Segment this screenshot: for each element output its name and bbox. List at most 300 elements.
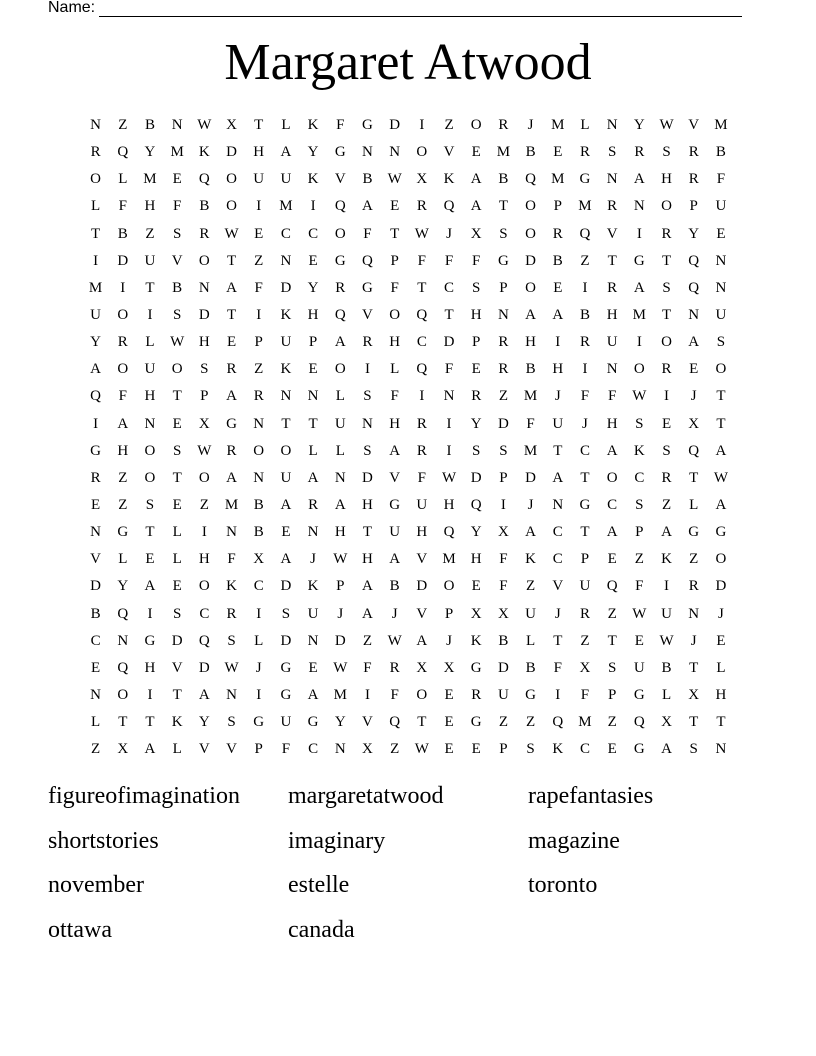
grid-letter: R [552, 225, 563, 242]
grid-letter: G [144, 632, 156, 649]
grid-letter: I [636, 334, 642, 351]
grid-letter: E [308, 659, 318, 676]
grid-letter: Z [91, 741, 101, 758]
grid-letter: N [307, 524, 319, 541]
grid-letter: K [470, 632, 482, 649]
grid-letter: R [308, 496, 319, 513]
grid-letter: D [198, 306, 210, 323]
grid-letter: T [172, 388, 182, 405]
grid-letter: F [417, 469, 427, 486]
grid-letter: R [416, 442, 427, 459]
grid-letter: H [606, 415, 618, 432]
grid-letter: P [390, 252, 399, 269]
grid-letter: A [606, 442, 618, 459]
grid-letter: T [498, 198, 508, 215]
grid-letter: X [661, 714, 672, 731]
grid-letter: E [91, 496, 101, 513]
grid-letter: N [633, 198, 645, 215]
grid-letter: Z [526, 714, 536, 731]
grid-letter: S [689, 741, 698, 758]
grid-letter: W [170, 334, 185, 351]
grid-letter: R [117, 334, 128, 351]
grid-letter: F [607, 388, 617, 405]
grid-letter: C [579, 442, 590, 459]
grid-letter: T [118, 714, 128, 731]
grid-letter: L [172, 741, 182, 758]
grid-letter: C [90, 632, 101, 649]
grid-letter: E [172, 578, 182, 595]
grid-letter: R [579, 144, 590, 161]
grid-letter: I [256, 306, 262, 323]
grid-letter: B [253, 496, 264, 513]
grid-letter: L [91, 714, 101, 731]
grid-letter: L [308, 442, 318, 459]
grid-letter: W [197, 442, 212, 459]
grid-letter: I [664, 578, 670, 595]
grid-letter: B [579, 306, 590, 323]
grid-letter: O [389, 306, 401, 323]
grid-letter: I [636, 225, 642, 242]
grid-letter: V [416, 551, 428, 568]
grid-letter: F [580, 686, 590, 703]
grid-letter: R [688, 171, 699, 188]
grid-letter: M [551, 117, 565, 133]
grid-letter: E [553, 279, 563, 296]
grid-letter: Q [117, 144, 129, 161]
grid-letter: N [226, 524, 237, 541]
grid-letter: P [689, 198, 698, 215]
grid-letter: U [253, 171, 265, 188]
grid-letter: V [416, 605, 428, 622]
grid-letter: Q [117, 605, 129, 622]
grid-letter: Q [688, 252, 700, 269]
grid-letter: X [226, 117, 237, 133]
grid-letter: I [446, 415, 452, 432]
grid-letter: O [606, 469, 618, 486]
grid-letter: E [634, 632, 644, 649]
grid-letter: J [582, 415, 588, 432]
grid-letter: B [498, 171, 509, 188]
grid-letter: L [281, 117, 291, 133]
grid-letter: N [606, 117, 618, 133]
grid-letter: Z [607, 605, 617, 622]
grid-letter: E [390, 198, 400, 215]
grid-letter: N [497, 306, 509, 323]
grid-letter: M [578, 714, 592, 731]
grid-letter: N [362, 415, 373, 432]
grid-letter: B [552, 252, 563, 269]
grid-letter: K [226, 578, 237, 595]
grid-letter: B [90, 605, 101, 622]
grid-letter: Z [254, 361, 264, 378]
word-list-item: estelle [288, 872, 350, 898]
grid-letter: J [527, 117, 534, 133]
grid-letter: H [715, 686, 727, 703]
grid-letter: W [387, 632, 402, 649]
grid-letter: A [633, 171, 645, 188]
grid-letter: N [334, 469, 346, 486]
grid-letter: O [443, 578, 455, 595]
grid-letter: M [333, 686, 347, 703]
grid-letter: G [579, 171, 591, 188]
grid-letter: G [579, 496, 591, 513]
grid-letter: J [690, 388, 697, 405]
grid-letter: X [688, 415, 700, 432]
grid-letter: N [117, 632, 129, 649]
grid-letter: T [281, 415, 291, 432]
grid-letter: D [117, 252, 129, 269]
grid-letter: X [688, 686, 700, 703]
grid-letter: P [499, 741, 508, 758]
grid-letter: W [224, 225, 239, 242]
grid-letter: D [497, 415, 509, 432]
grid-letter: I [364, 686, 370, 703]
grid-letter: I [310, 198, 316, 215]
grid-letter: T [145, 279, 155, 296]
grid-letter: U [633, 659, 645, 676]
grid-letter: L [526, 632, 536, 649]
grid-letter: S [499, 225, 508, 242]
grid-letter: Z [661, 496, 672, 513]
word-list-item: november [48, 872, 144, 898]
grid-letter: A [280, 144, 292, 161]
grid-letter: T [172, 469, 182, 486]
word-list-item: toronto [528, 872, 598, 898]
grid-letter: Q [443, 198, 455, 215]
grid-letter: A [606, 524, 618, 541]
grid-letter: N [307, 388, 319, 405]
grid-letter: G [362, 117, 373, 133]
grid-letter: Q [688, 442, 700, 459]
grid-letter: B [525, 361, 536, 378]
grid-letter: O [334, 361, 346, 378]
grid-letter: U [280, 469, 292, 486]
grid-letter: E [607, 741, 617, 758]
grid-letter: O [117, 306, 129, 323]
grid-letter: E [444, 741, 454, 758]
grid-letter: G [389, 496, 401, 513]
grid-letter: G [470, 659, 482, 676]
grid-letter: N [280, 252, 292, 269]
grid-letter: U [715, 198, 727, 215]
grid-letter: X [470, 605, 482, 622]
grid-letter: C [607, 496, 618, 513]
grid-letter: Z [498, 714, 508, 731]
grid-letter: Y [470, 524, 482, 541]
grid-letter: H [144, 198, 156, 215]
grid-letter: Z [526, 578, 536, 595]
grid-letter: U [144, 252, 156, 269]
grid-letter: W [224, 659, 239, 676]
grid-letter: U [606, 334, 618, 351]
grid-letter: O [525, 279, 537, 296]
grid-letter: R [389, 659, 400, 676]
grid-letter: M [279, 198, 293, 215]
grid-letter: E [281, 524, 291, 541]
grid-letter: C [634, 469, 645, 486]
grid-letter: Z [118, 117, 128, 133]
grid-letter: I [446, 442, 452, 459]
grid-letter: S [172, 605, 182, 622]
grid-letter: N [552, 496, 564, 513]
grid-letter: N [715, 252, 727, 269]
grid-letter: B [362, 171, 373, 188]
grid-letter: R [471, 686, 482, 703]
grid-letter: Z [362, 632, 373, 649]
grid-letter: U [389, 524, 401, 541]
grid-letter: J [310, 551, 317, 568]
grid-letter: T [417, 279, 427, 296]
grid-letter: T [716, 388, 726, 405]
grid-letter: A [90, 361, 102, 378]
grid-letter: X [579, 659, 591, 676]
grid-letter: X [416, 659, 428, 676]
grid-letter: R [498, 361, 509, 378]
grid-letter: O [253, 442, 265, 459]
grid-letter: I [93, 252, 99, 269]
grid-letter: K [280, 361, 292, 378]
grid-letter: F [118, 198, 127, 215]
grid-letter: L [145, 334, 155, 351]
grid-letter: G [334, 144, 346, 161]
grid-letter: H [144, 388, 156, 405]
grid-letter: T [716, 714, 726, 731]
grid-letter: E [226, 334, 237, 351]
grid-letter: Q [552, 714, 564, 731]
grid-letter: T [553, 442, 563, 459]
grid-letter: V [226, 741, 237, 758]
grid-letter: Q [198, 632, 210, 649]
grid-letter: T [172, 686, 182, 703]
grid-letter: T [689, 659, 699, 676]
grid-letter: Q [334, 198, 346, 215]
grid-letter: R [607, 279, 618, 296]
grid-letter: A [525, 306, 537, 323]
name-field[interactable] [48, 0, 742, 17]
grid-letter: L [118, 171, 128, 188]
grid-letter: A [307, 686, 319, 703]
grid-letter: N [198, 279, 210, 296]
grid-letter: U [579, 578, 591, 595]
grid-letter: P [499, 279, 508, 296]
grid-letter: R [607, 198, 618, 215]
grid-letter: T [226, 306, 237, 323]
grid-letter: J [717, 605, 724, 622]
grid-letter: Y [334, 714, 346, 731]
grid-letter: R [634, 144, 645, 161]
grid-letter: O [198, 469, 210, 486]
grid-letter: W [333, 659, 348, 676]
grid-letter: W [441, 469, 457, 486]
grid-letter: T [553, 632, 563, 649]
grid-letter: F [499, 551, 508, 568]
grid-letter: U [280, 171, 292, 188]
grid-letter: B [389, 578, 400, 595]
grid-letter: L [172, 551, 182, 568]
grid-letter: H [443, 496, 455, 513]
grid-letter: K [525, 551, 537, 568]
grid-letter: G [633, 741, 645, 758]
grid-letter: T [716, 415, 726, 432]
grid-letter: Q [90, 388, 102, 405]
grid-letter: S [363, 388, 372, 405]
grid-letter: K [171, 714, 183, 731]
grid-letter: O [525, 198, 537, 215]
grid-letter: P [635, 524, 644, 541]
grid-letter: D [280, 279, 292, 296]
grid-letter: V [171, 659, 183, 676]
grid-letter: A [307, 469, 319, 486]
grid-letter: V [362, 306, 373, 323]
grid-letter: U [552, 415, 564, 432]
grid-letter: A [416, 632, 428, 649]
grid-letter: R [498, 334, 509, 351]
grid-letter: F [499, 578, 508, 595]
grid-letter: L [716, 659, 726, 676]
grid-letter: Q [688, 279, 700, 296]
grid-letter: C [308, 741, 319, 758]
grid-letter: I [201, 524, 207, 541]
grid-letter: F [254, 279, 263, 296]
grid-letter: M [170, 144, 184, 161]
grid-letter: I [147, 605, 153, 622]
grid-letter: C [416, 334, 427, 351]
grid-letter: F [172, 198, 182, 215]
grid-letter: Z [498, 388, 508, 405]
grid-letter: A [280, 496, 292, 513]
grid-letter: Y [633, 117, 645, 133]
word-list-item: ottawa [48, 916, 112, 943]
grid-letter: C [308, 225, 319, 242]
grid-letter: A [470, 171, 482, 188]
grid-letter: R [498, 117, 509, 133]
grid-letter: E [716, 225, 726, 242]
grid-letter: Q [579, 225, 591, 242]
grid-letter: M [523, 442, 538, 459]
grid-letter: E [471, 361, 481, 378]
grid-letter: U [497, 686, 509, 703]
grid-letter: N [362, 144, 373, 161]
grid-letter: R [416, 415, 427, 432]
grid-letter: H [307, 306, 319, 323]
grid-letter: U [715, 306, 727, 323]
grid-letter: V [362, 714, 373, 731]
grid-letter: G [470, 714, 482, 731]
grid-letter: M [496, 144, 511, 161]
grid-letter: S [607, 659, 617, 676]
grid-letter: G [280, 686, 292, 703]
grid-letter: J [554, 388, 561, 405]
grid-letter: V [198, 741, 210, 758]
grid-letter: B [117, 225, 128, 242]
word-list-item: imaginary [288, 827, 386, 854]
grid-letter: W [632, 605, 647, 622]
grid-letter: O [226, 198, 237, 215]
grid-letter: L [580, 117, 590, 133]
grid-letter: Y [90, 334, 102, 351]
grid-letter: O [661, 334, 672, 351]
grid-letter: Z [118, 496, 128, 513]
grid-letter: A [633, 279, 645, 296]
grid-letter: Z [390, 741, 400, 758]
grid-letter: F [580, 388, 590, 405]
grid-letter: E [716, 632, 726, 649]
grid-letter: O [633, 361, 645, 378]
grid-letter: X [416, 171, 428, 188]
grid-letter: V [90, 551, 102, 568]
grid-letter: U [661, 605, 672, 622]
grid-letter: O [416, 144, 428, 161]
grid-letter: R [579, 605, 590, 622]
grid-letter: J [255, 659, 262, 676]
grid-letter: G [715, 524, 727, 541]
grid-letter: Z [118, 469, 128, 486]
grid-letter: J [337, 605, 344, 622]
grid-letter: Q [334, 306, 346, 323]
grid-letter: Z [607, 714, 617, 731]
grid-letter: B [253, 524, 264, 541]
grid-letter: N [334, 741, 346, 758]
grid-letter: D [715, 578, 727, 595]
grid-letter: G [90, 442, 102, 459]
grid-letter: P [308, 334, 318, 351]
grid-letter: R [661, 225, 672, 242]
grid-letter: R [226, 361, 237, 378]
grid-letter: X [497, 605, 509, 622]
grid-letter: U [525, 605, 537, 622]
word-list-item: canada [288, 916, 355, 943]
grid-letter: O [280, 442, 292, 459]
word-list-item: shortstories [48, 827, 159, 854]
grid-letter: H [470, 306, 482, 323]
grid-letter: F [363, 225, 372, 242]
grid-letter: F [716, 171, 726, 188]
grid-letter: N [171, 117, 183, 133]
grid-letter: N [90, 524, 102, 541]
grid-letter: W [414, 225, 429, 242]
grid-letter: F [444, 252, 454, 269]
grid-letter: E [254, 225, 264, 242]
letter-grid [82, 112, 735, 763]
grid-letter: H [389, 415, 401, 432]
grid-letter: E [553, 144, 563, 161]
grid-letter: I [120, 279, 126, 296]
grid-letter: E [444, 714, 454, 731]
grid-letter: N [307, 632, 319, 649]
grid-letter: Q [606, 578, 618, 595]
grid-letter: I [364, 361, 370, 378]
grid-letter: S [200, 361, 209, 378]
grid-letter: L [335, 388, 345, 405]
grid-letter: C [199, 605, 210, 622]
grid-letter: O [470, 117, 482, 133]
grid-letter: B [715, 144, 726, 161]
grid-letter: W [333, 551, 348, 568]
grid-letter: S [281, 605, 291, 622]
grid-letter: R [199, 225, 210, 242]
grid-letter: P [607, 686, 617, 703]
grid-letter: S [635, 496, 644, 513]
grid-letter: R [471, 388, 482, 405]
grid-letter: S [607, 144, 617, 161]
grid-letter: N [389, 144, 401, 161]
grid-letter: D [497, 659, 509, 676]
grid-letter: R [688, 578, 699, 595]
grid-letter: A [552, 306, 564, 323]
grid-letter: O [715, 361, 727, 378]
grid-letter: B [525, 144, 536, 161]
grid-letter: Y [307, 144, 319, 161]
